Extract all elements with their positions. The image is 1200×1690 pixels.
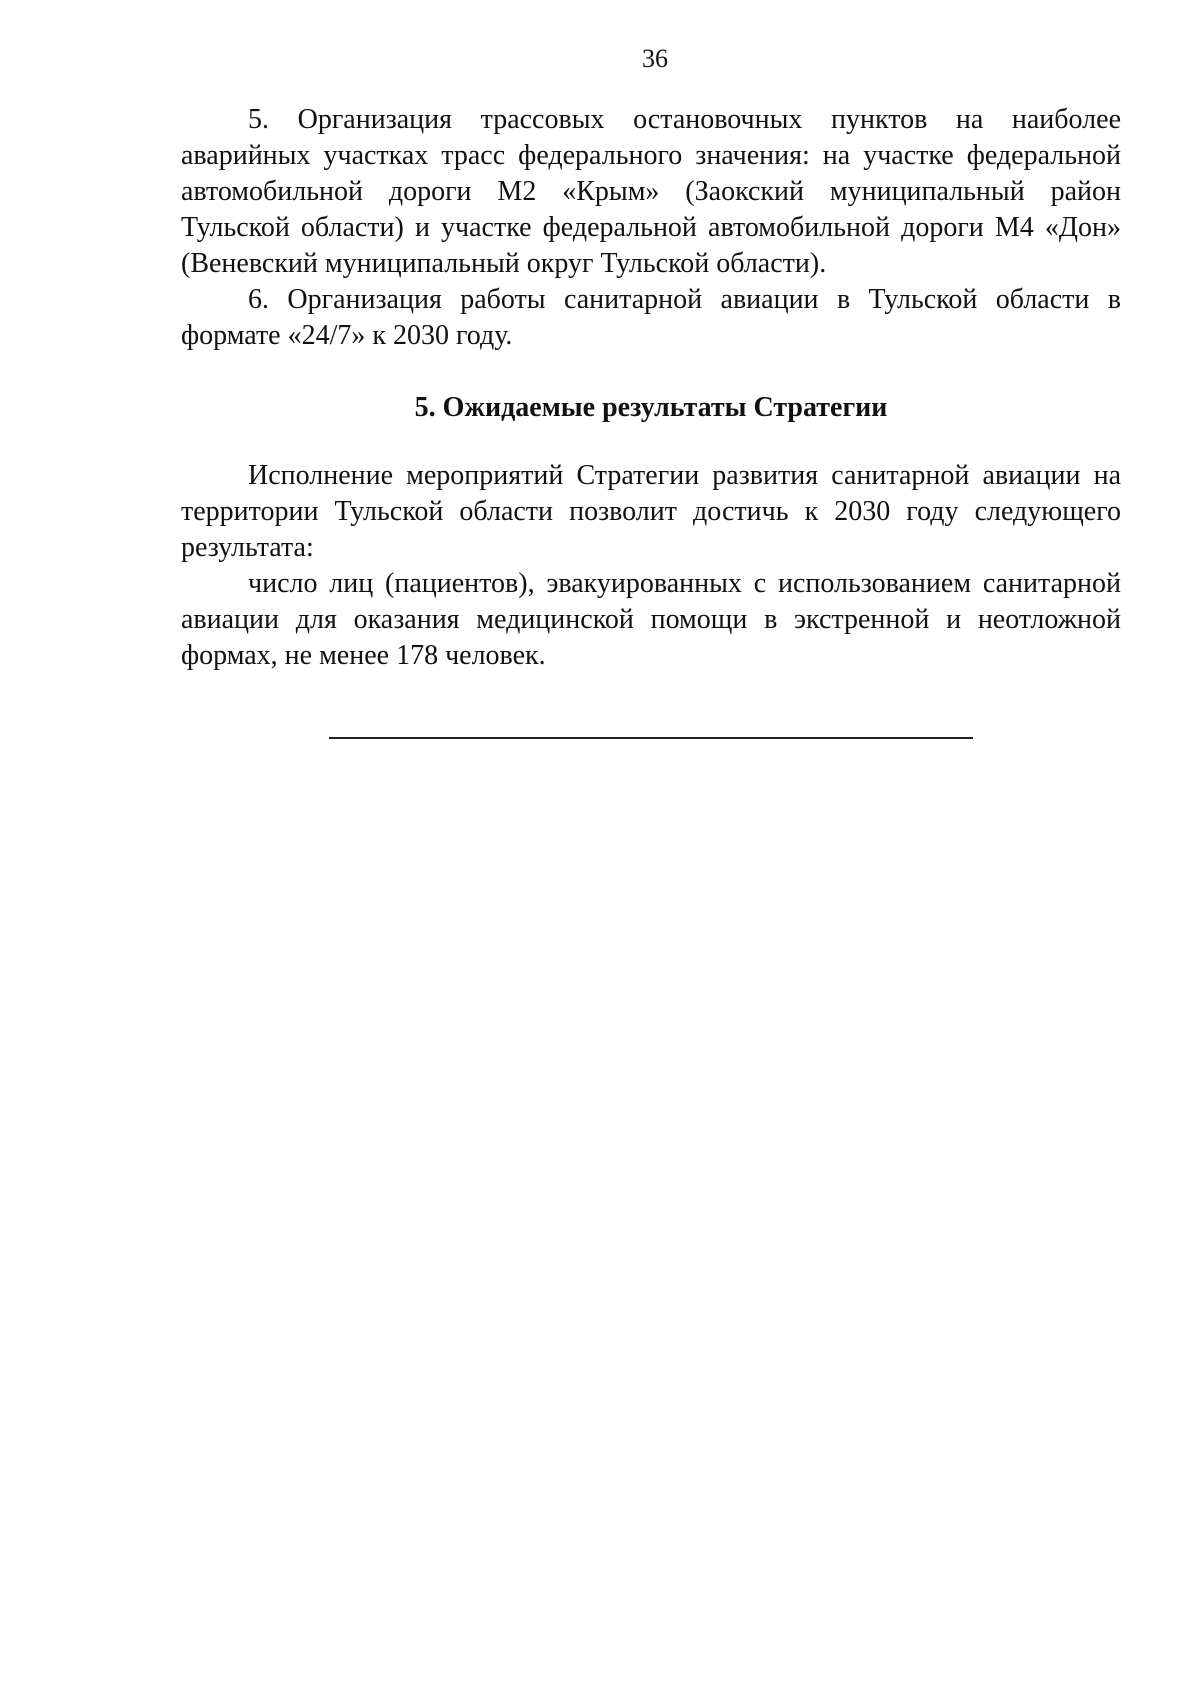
section-body xyxy=(181,458,1121,674)
end-separator-line xyxy=(329,737,973,739)
list-item: 6. Организация работы санитарной авиации в Тульской области в формате «24/7» к 2030 году. xyxy=(181,284,1121,351)
section-heading: 5. Ожидаемые результаты Стратегии xyxy=(414,392,888,423)
measures-list xyxy=(181,102,1121,354)
page-number: 36 xyxy=(642,44,668,73)
paragraph-intro: Исполнение мероприятий Стратегии развития санитарной авиации на территории Тульской области позволит достичь к 2030 году следующего результата: xyxy=(181,460,1121,563)
paragraph-result: число лиц (пациентов), эвакуированных с использованием санитарной авиации для оказания медицинской помощи в экстренной и неотложной формах, не менее 178 человек. xyxy=(181,568,1121,671)
list-item: 5. Организация трассовых остановочных пунктов на наиболее аварийных участках трасс федерального значения: на участке федеральной автомобильной дороги М2 «Крым» (Заокский муниципальный район Тульской области) и участке федеральной автомобильной дороги М4 «Дон» (Веневский муниципальный округ Тульской области). xyxy=(181,104,1121,279)
